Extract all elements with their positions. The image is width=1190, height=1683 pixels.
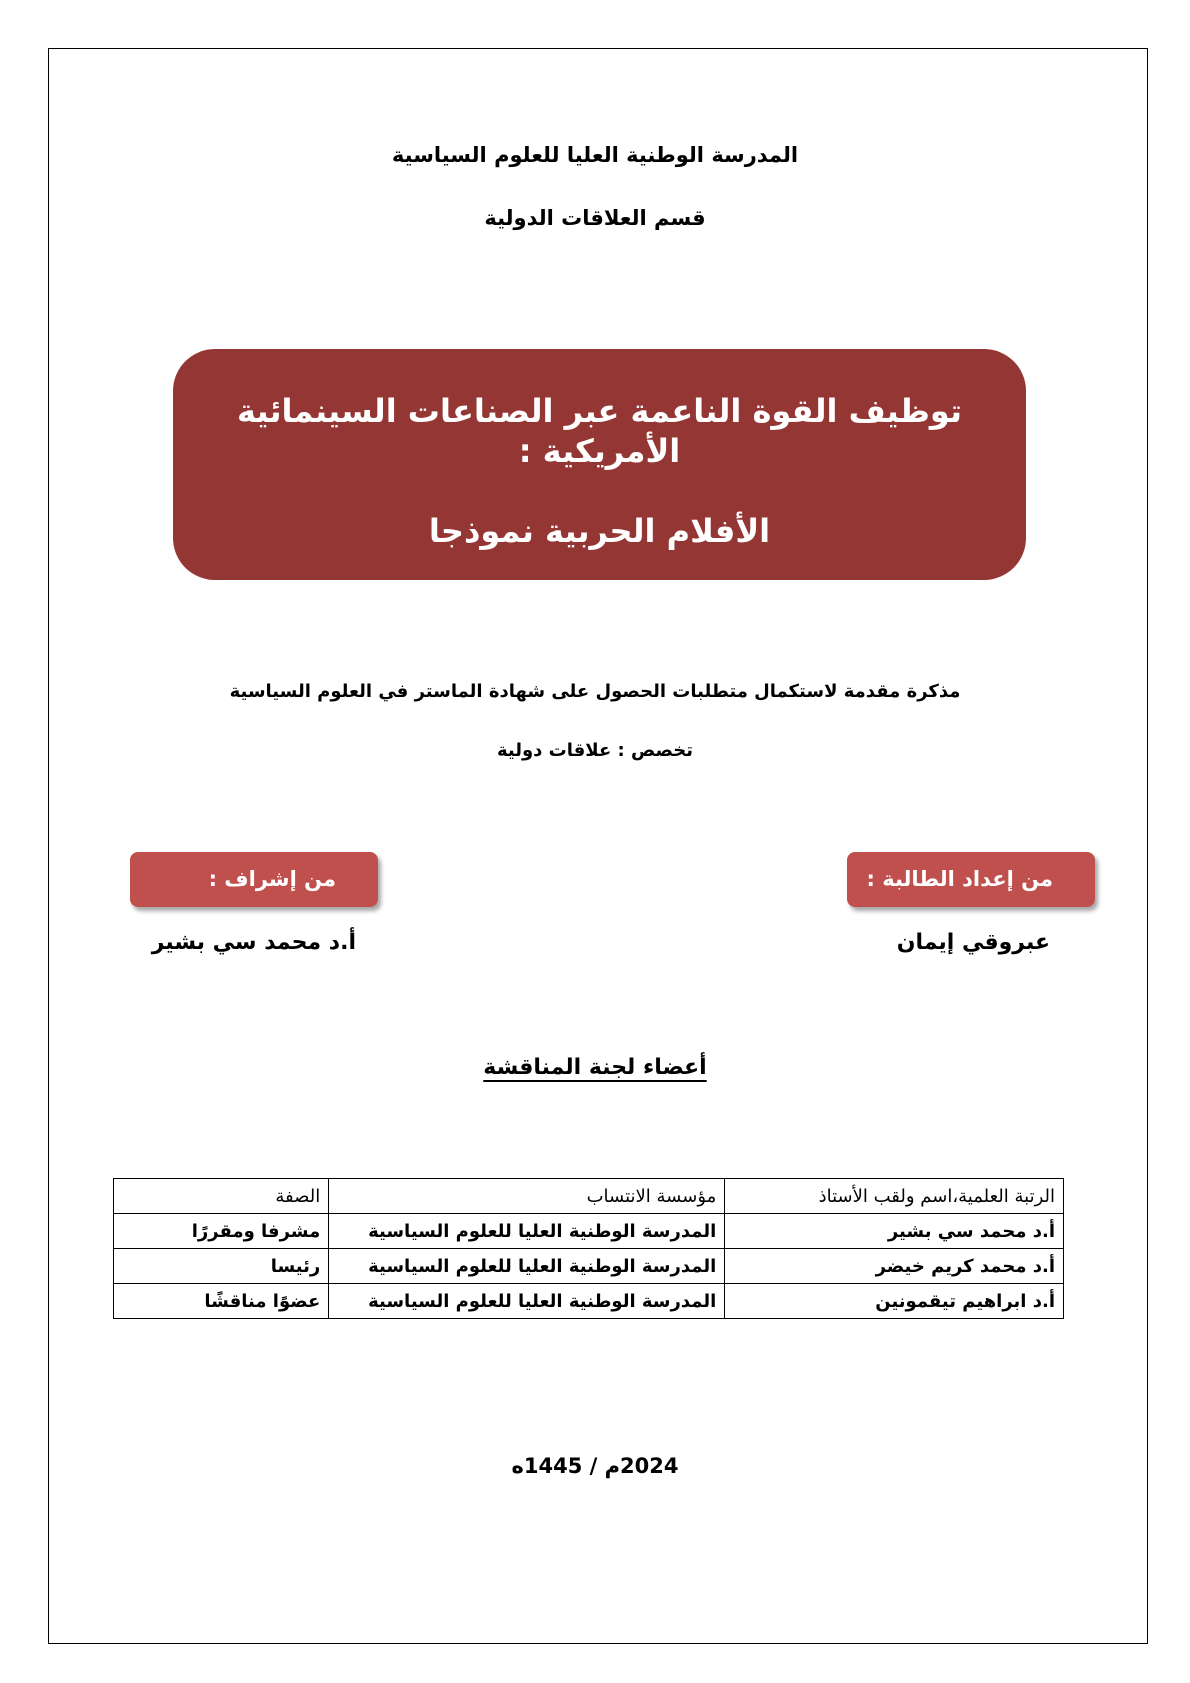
table-row (114, 1249, 1064, 1284)
column-header-institution: مؤسسة الانتساب (329, 1179, 725, 1214)
member-institution: المدرسة الوطنية العليا للعلوم السياسية (329, 1284, 725, 1319)
thesis-title-line1: توظيف القوة الناعمة عبر الصناعات السينمائية الأمريكية : (237, 392, 962, 470)
thesis-title-box (173, 349, 1026, 580)
table-row (114, 1214, 1064, 1249)
member-institution: المدرسة الوطنية العليا للعلوم السياسية (329, 1249, 725, 1284)
table-row (114, 1284, 1064, 1319)
student-name: عبروقي إيمان (896, 930, 1050, 955)
supervisor-label-tag: من إشراف : (130, 852, 378, 907)
committee-heading: أعضاء لجنة المناقشة (483, 1055, 707, 1080)
member-role: عضوًا مناقشًا (114, 1284, 329, 1319)
column-header-name: الرتبة العلمية،اسم ولقب الأستاذ (725, 1179, 1064, 1214)
committee-table (113, 1178, 1064, 1319)
student-label-tag: من إعداد الطالبة : (847, 852, 1095, 907)
member-role: رئيسا (114, 1249, 329, 1284)
member-name: أ.د محمد سي بشير (725, 1214, 1064, 1249)
member-name: أ.د محمد كريم خيضر (725, 1249, 1064, 1284)
department-name: قسم العلاقات الدولية (484, 206, 706, 230)
table-header-row (114, 1179, 1064, 1214)
column-header-role: الصفة (114, 1179, 329, 1214)
school-name: المدرسة الوطنية العليا للعلوم السياسية (391, 143, 799, 167)
date: 2024م / 1445ه (511, 1454, 679, 1478)
thesis-title-line2: الأفلام الحربية نموذجا (428, 512, 771, 550)
memo-purpose: مذكرة مقدمة لاستكمال متطلبات الحصول على شهادة الماستر في العلوم السياسية (229, 681, 961, 702)
member-role: مشرفا ومقررًا (114, 1214, 329, 1249)
member-name: أ.د ابراهيم تيقمونين (725, 1284, 1064, 1319)
specialty: تخصص : علاقات دولية (496, 740, 694, 761)
page-border (48, 48, 1148, 1644)
supervisor-name: أ.د محمد سي بشير (151, 930, 356, 955)
member-institution: المدرسة الوطنية العليا للعلوم السياسية (329, 1214, 725, 1249)
